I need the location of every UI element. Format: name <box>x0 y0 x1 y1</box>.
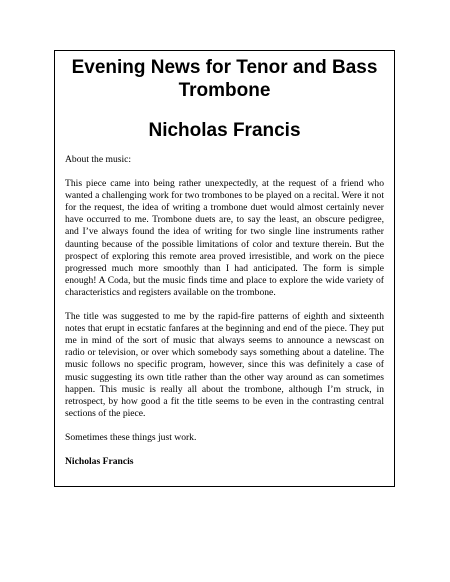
program-note-page <box>54 50 395 487</box>
paragraph-closing: Sometimes these things just work. <box>65 431 197 443</box>
piece-title: Evening News for Tenor and Bass Trombone <box>71 57 378 101</box>
about-heading: About the music: <box>65 154 132 165</box>
paragraph-origin: This piece came into being rather unexpectedly, at the request of a friend who wanted a challenging work for two trombones to be played on a recital. Were it not for the request, the idea of writing a trombone duet would almost certainly never have occurred to me. Trombone duets are, to say the least, an obscure pedigree, and I’ve always found the idea of writing for two single line instruments rather daunting because of the possible limitations of color and texture therein. But the prospect of exploring this remote area proved irresistible, and work on the piece progressed much more smoothly than I had anticipated. The form is simple enough! A Coda, but the music finds time and place to explore the wide variety of characteristics and registers available on the trombone. <box>65 178 384 298</box>
paragraph-title: The title was suggested to me by the rapid-fire patterns of eighth and sixteenth notes that erupt in ecstatic fanfares at the beginning and end of the piece. They put me in mind of the sort of music that always seems to announce a newscast on radio or television, or over which somebody says something about a dateline. The music follows no specific program, however, since this was definitely a case of music suggesting its own title rather than the other way around as can sometimes happen. This music is really all about the trombone, although I’m struck, in retrospect, by how good a fit the title seems to be even in the contrasting central sections of the piece. <box>65 311 384 419</box>
signature: Nicholas Francis <box>65 455 134 467</box>
composer-name: Nicholas Francis <box>148 120 301 141</box>
